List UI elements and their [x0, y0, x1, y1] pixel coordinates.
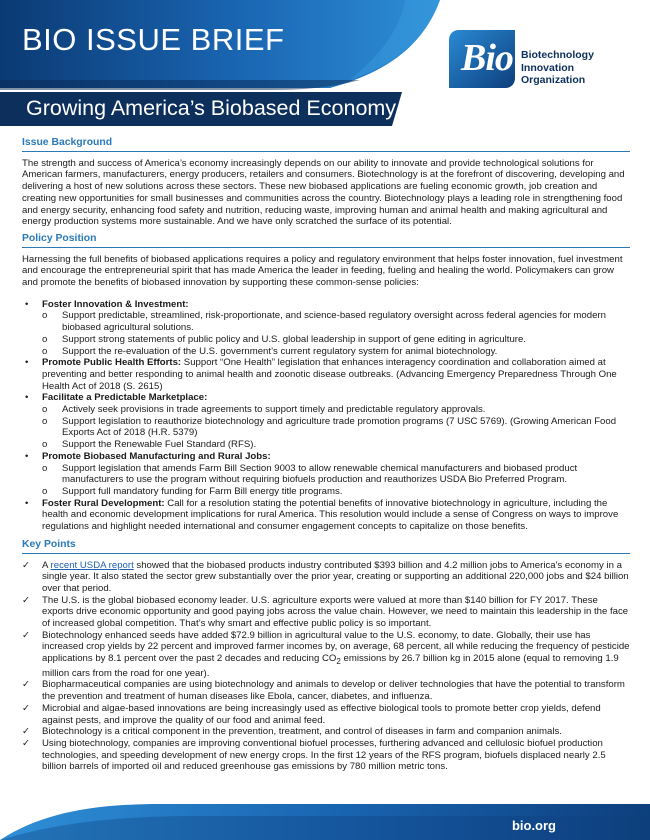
- page-title: Growing America’s Biobased Economy: [26, 96, 397, 120]
- policy-subitem: o Support the re-evaluation of the U.S. government’s current regulatory system for animal biotechnology.: [42, 345, 498, 357]
- policy-item: [22, 451, 630, 498]
- policy-subitem: o Support strong statements of public policy and U.S. global leadership in support of gene editing in agriculture.: [42, 333, 526, 345]
- checkmark-icon: ✓: [22, 737, 31, 749]
- logo-line-3: Organization: [521, 74, 586, 86]
- circle-bullet-icon: o: [42, 415, 48, 427]
- policy-sublist: [42, 310, 630, 357]
- issue-background-heading: Issue Background: [22, 137, 630, 152]
- checkmark-icon: ✓: [22, 679, 31, 691]
- logo-line-2: Innovation: [521, 61, 575, 74]
- policy-item-title: Facilitate a Predictable Marketplace:: [42, 392, 208, 404]
- policy-item: [22, 357, 630, 392]
- policy-item-text: Support “One Health” legislation that enhances interagency coordination and collaboration aimed at preventing and better responding to animal health and zoonotic disease outbreaks. (Advancing Emergency Preparedness Through One Health Act of 2018 (S. 2615): [42, 357, 617, 392]
- policy-item-title: Promote Public Health Efforts:: [42, 357, 182, 369]
- circle-bullet-icon: o: [42, 404, 48, 416]
- policy-sublist: [42, 404, 630, 451]
- policy-item: [22, 299, 630, 358]
- checkmark-icon: ✓: [22, 594, 31, 606]
- policy-subitem: o Support the Renewable Fuel Standard (RFS).: [42, 439, 257, 451]
- key-point-item: ✓ A recent USDA report showed that the biobased products industry contributed $393 billion and 4.2 million jobs to America's economy in a single year. It also stated the sector grew substantially over the prior year, creating or supporting an additional 220,000 jobs and $24 billion over that period.: [22, 559, 629, 594]
- key-point-item: ✓ The U.S. is the global biobased economy leader. U.S. agriculture exports were valued at more than $140 billion for FY 2017. These exports drive economic opportunity and good paying jobs across the value chain. However, we need to maintain this leadership in the face of increased global competition. That’s why smart and effective public policy is so important.: [22, 594, 629, 630]
- key-point-item: ✓ Biotechnology enhanced seeds have added $72.9 billion in agricultural value to the U.S. economy, to date. Globally, their use has increased crop yields by 22 percent and improved farmer incomes by, on average, 68 percent, all while reducing the frequency of pesticide applications by 8.1 percent over the past 2 decades and reducing $CO_2$ emissions by 26.7 billion kg in 2015 alone (equal to removing 1.9 million cars from the road for one year).: [22, 629, 630, 679]
- bio-logo-text: [521, 49, 594, 87]
- bullet-icon: •: [25, 357, 29, 369]
- checkmark-icon: ✓: [22, 702, 31, 714]
- policy-list: [22, 299, 630, 533]
- key-point-item: ✓ Using biotechnology, companies are improving conventional biofuel processes, furthering advanced and cellulosic biofuel production technologies, and speeding development of new energy crops. In the first 12 years of the RFS program, biofuels displaced nearly 2.5 billion barrels of imported oil and reduced greenhouse gas emissions by 780 million metric tons.: [22, 737, 606, 773]
- policy-subitem: o Support full mandatory funding for Farm Bill energy title programs.: [42, 485, 343, 497]
- circle-bullet-icon: o: [42, 439, 48, 451]
- policy-position-heading: Policy Position: [22, 233, 630, 248]
- bullet-icon: •: [25, 392, 29, 404]
- logo-line-1: Biotechnology: [521, 49, 594, 61]
- circle-bullet-icon: o: [42, 462, 48, 474]
- key-point-item: ✓ Biopharmaceutical companies are using biotechnology and animals to develop or deliver technologies that have the potential to transform the prevention and treatment of human diseases like Ebola, cancer, diabetes, and influenza.: [22, 679, 625, 703]
- footer-url[interactable]: bio.org: [511, 818, 556, 833]
- policy-position-intro: Harnessing the full benefits of biobased applications requires a policy and regulatory environment that helps foster innovation, fuel investment and encourage the entrepreneurial spirit that has made America the leader in feeding, fueling and healing the world. Policymakers can grow and promote the benefits of biobased innovation by supporting these common-sense policies:: [22, 253, 623, 289]
- policy-item-title: Foster Rural Development:: [42, 497, 165, 509]
- policy-item-text: Call for a resolution stating the potential benefits of innovative biotechnology in agriculture, including the health and economic development implications for rural America. This resolution would include a sense of Congress on ways to improve regulations and highlight needed international and consumer engagement concepts to capitalize on those benefits.: [42, 497, 619, 533]
- usda-report-link[interactable]: recent USDA report: [50, 559, 134, 571]
- bullet-icon: •: [25, 298, 29, 310]
- key-points-list: [22, 560, 630, 774]
- key-point-item: ✓ Microbial and algae-based innovations are being increasingly used as effective biological tools to promote better crop yields, defend against pests, and improve the quality of our food and animal feed.: [22, 702, 601, 726]
- brief-title: BIO ISSUE BRIEF: [22, 22, 285, 57]
- issue-background-text: The strength and success of America’s economy increasingly depends on our ability to innovate and provide technological solutions for American farmers, manufacturers, energy producers, retailers and consumers. Biotechnology is at the forefront of discovering, developing and delivering a host of new solutions across these sectors. These new biobased applications are fueling economic growth, job creation and creating new opportunities for small businesses and communities across the country. Biotechnology plays a leading role in strengthening food and energy security, enhancing food safety and nutrition, reducing waste, improving human and animal health and making agricultural and energy production systems more sustainable. And we have only scratched the surface of its potential.: [22, 157, 625, 228]
- circle-bullet-icon: o: [42, 310, 48, 322]
- policy-item: [22, 392, 630, 451]
- policy-subitem: o Actively seek provisions in trade agreements to support timely and predictable regulatory approvals.: [42, 404, 486, 416]
- policy-subitem: o Support legislation to reauthorize biotechnology and agriculture trade promotion programs (7 USC 5769). (Growing American Food Exports Act of 2018 (H.R. 5379): [42, 415, 617, 439]
- circle-bullet-icon: o: [42, 485, 48, 497]
- checkmark-icon: ✓: [22, 726, 31, 738]
- policy-sublist: [42, 463, 630, 498]
- bio-logo-mark-text: Bio: [461, 37, 513, 79]
- policy-item-title: Foster Innovation & Investment:: [42, 298, 189, 310]
- checkmark-icon: ✓: [22, 559, 31, 571]
- bullet-icon: •: [25, 497, 29, 509]
- bullet-icon: •: [25, 450, 29, 462]
- checkmark-icon: ✓: [22, 629, 31, 641]
- policy-subitem: o Support predictable, streamlined, risk-proportionate, and science-based regulatory oversight across federal agencies for modern biobased agricultural solutions.: [42, 310, 606, 334]
- policy-item: [22, 498, 630, 533]
- policy-subitem: o Support legislation that amends Farm Bill Section 9003 to allow renewable chemical manufacturers and biobased product manufacturers to use the program without requiring biofuels production and reauthorizes USDA Bio Preferred Program.: [42, 462, 578, 486]
- key-point-item: ✓ Biotechnology is a critical component in the prevention, treatment, and control of diseases in farm and companion animals.: [22, 726, 562, 738]
- circle-bullet-icon: o: [42, 333, 48, 345]
- main-content: [22, 137, 630, 773]
- bio-logo: [449, 30, 639, 92]
- policy-item-title: Promote Biobased Manufacturing and Rural Jobs:: [42, 450, 271, 462]
- circle-bullet-icon: o: [42, 345, 48, 357]
- key-points-heading: Key Points: [22, 539, 630, 554]
